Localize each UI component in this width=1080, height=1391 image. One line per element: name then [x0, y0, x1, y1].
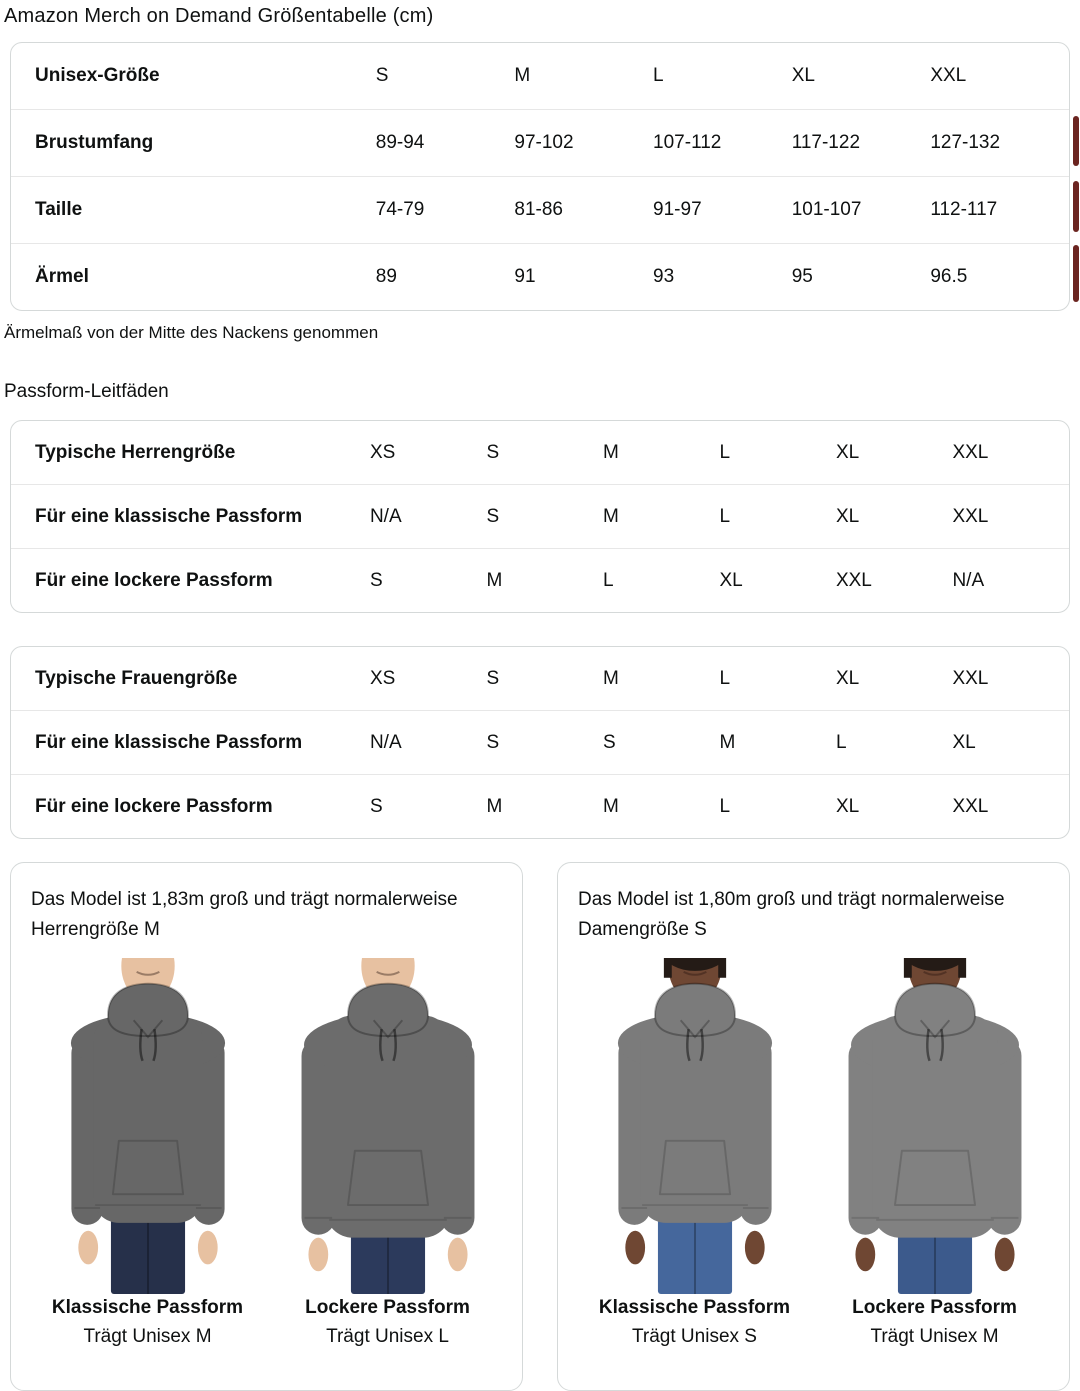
- value-cell: 91-97: [653, 199, 702, 220]
- value-cell: N/A: [369, 505, 402, 527]
- size-cell: XXL: [952, 441, 989, 463]
- size-cell: M: [602, 667, 619, 689]
- value-cell: M: [602, 505, 619, 527]
- value-cell: M: [486, 569, 503, 591]
- value-cell: 89: [375, 266, 397, 287]
- value-cell: S: [602, 731, 616, 753]
- size-cell: XL: [835, 667, 860, 689]
- model-card-women: [557, 862, 1070, 1391]
- size-cell: L: [719, 667, 731, 689]
- value-cell: L: [719, 505, 731, 527]
- model-photo-loose-fit-women: [818, 958, 1052, 1294]
- size-cell: S: [486, 667, 500, 689]
- model-photo-classic-fit-women: [578, 958, 812, 1294]
- value-cell: 74-79: [375, 199, 425, 220]
- fit-label: Klassische Passform: [598, 1297, 791, 1318]
- value-cell: XL: [835, 505, 860, 527]
- model-caption: Das Model ist 1,80m groß und trägt normalerweise Damengröße S: [578, 889, 1005, 940]
- size-cell: XXL: [930, 65, 967, 86]
- value-cell: XXL: [835, 569, 872, 591]
- value-cell: 89-94: [375, 132, 425, 153]
- value-cell: M: [486, 795, 503, 817]
- value-cell: 101-107: [791, 199, 862, 220]
- row-label: Typische Herrengröße: [35, 441, 236, 463]
- row-label: Taille: [35, 199, 83, 220]
- size-label: Trägt Unisex S: [632, 1326, 757, 1347]
- size-cell: XS: [369, 441, 396, 463]
- table-row: [11, 548, 1069, 612]
- row-label: Für eine lockere Passform: [35, 795, 273, 817]
- table-row: [11, 421, 1069, 484]
- row-label: Für eine klassische Passform: [35, 731, 303, 753]
- table-scroll-indicator[interactable]: [1073, 116, 1079, 166]
- value-cell: M: [602, 795, 619, 817]
- figure-classic-fit: [31, 958, 265, 1348]
- value-cell: XL: [835, 795, 860, 817]
- row-label: Für eine lockere Passform: [35, 569, 273, 591]
- value-cell: XXL: [952, 795, 989, 817]
- value-cell: 127-132: [930, 132, 1001, 153]
- value-cell: XL: [719, 569, 743, 591]
- figure-loose-fit: [818, 958, 1052, 1348]
- figures-row: [578, 958, 1051, 1348]
- table-row: [11, 243, 1069, 310]
- men-fit-table: [10, 420, 1070, 613]
- table-row: [11, 484, 1069, 548]
- value-cell: N/A: [369, 731, 402, 753]
- model-photo-loose-fit-men: [271, 958, 505, 1294]
- fit-label: Lockere Passform: [305, 1297, 470, 1318]
- size-cell: XL: [791, 65, 815, 86]
- table-row: [11, 647, 1069, 710]
- value-cell: 107-112: [653, 132, 722, 153]
- value-cell: L: [602, 569, 614, 591]
- size-label: Trägt Unisex L: [326, 1326, 449, 1347]
- size-cell: XS: [369, 667, 396, 689]
- table-row: [11, 176, 1069, 243]
- model-photo-classic-fit-men: [31, 958, 265, 1294]
- table-scroll-indicator[interactable]: [1073, 245, 1079, 302]
- value-cell: 112-117: [930, 199, 998, 220]
- table-row: [11, 774, 1069, 838]
- table-row: [11, 109, 1069, 176]
- size-cell: S: [486, 441, 500, 463]
- value-cell: S: [369, 795, 383, 817]
- row-label: Brustumfang: [35, 132, 154, 153]
- model-cards: [10, 862, 1080, 1391]
- value-cell: XL: [952, 731, 976, 753]
- row-label: Für eine klassische Passform: [35, 505, 303, 527]
- table-row: [11, 710, 1069, 774]
- size-cell: XXL: [952, 667, 989, 689]
- value-cell: 97-102: [514, 132, 574, 153]
- size-cell: L: [719, 441, 731, 463]
- value-cell: L: [835, 731, 847, 753]
- value-cell: 96.5: [930, 266, 968, 287]
- table-row: [11, 43, 1069, 109]
- size-cell: M: [514, 65, 531, 86]
- page-title: Amazon Merch on Demand Größentabelle (cm): [4, 5, 434, 27]
- size-cell: S: [375, 65, 389, 86]
- figures-row: [31, 958, 504, 1348]
- size-table: [10, 42, 1070, 311]
- size-cell: L: [653, 65, 664, 86]
- size-cell: XL: [835, 441, 860, 463]
- value-cell: 95: [791, 266, 813, 287]
- sleeve-measure-note: Ärmelmaß von der Mitte des Nackens genommen: [4, 323, 379, 342]
- women-fit-table: [10, 646, 1070, 839]
- size-label: Trägt Unisex M: [83, 1326, 212, 1347]
- value-cell: S: [486, 505, 500, 527]
- value-cell: XXL: [952, 505, 989, 527]
- figure-loose-fit: [271, 958, 505, 1348]
- row-label: Ärmel: [35, 266, 89, 287]
- value-cell: S: [486, 731, 500, 753]
- fit-label: Lockere Passform: [852, 1297, 1017, 1318]
- row-label: Typische Frauengröße: [35, 667, 238, 689]
- model-card-men: [10, 862, 523, 1391]
- value-cell: N/A: [952, 569, 985, 591]
- fit-guides-heading: Passform-Leitfäden: [4, 381, 169, 402]
- value-cell: M: [719, 731, 736, 753]
- row-label: Unisex-Größe: [35, 65, 160, 86]
- value-cell: 117-122: [791, 132, 861, 153]
- table-scroll-indicator[interactable]: [1073, 181, 1079, 232]
- value-cell: S: [369, 569, 383, 591]
- value-cell: 81-86: [514, 199, 564, 220]
- value-cell: L: [719, 795, 731, 817]
- fit-label: Klassische Passform: [51, 1297, 244, 1318]
- model-caption: Das Model ist 1,83m groß und trägt normalerweise Herrengröße M: [31, 889, 458, 940]
- figure-classic-fit: [578, 958, 812, 1348]
- size-label: Trägt Unisex M: [870, 1326, 999, 1347]
- value-cell: 93: [653, 266, 675, 287]
- size-cell: M: [602, 441, 619, 463]
- value-cell: 91: [514, 266, 536, 287]
